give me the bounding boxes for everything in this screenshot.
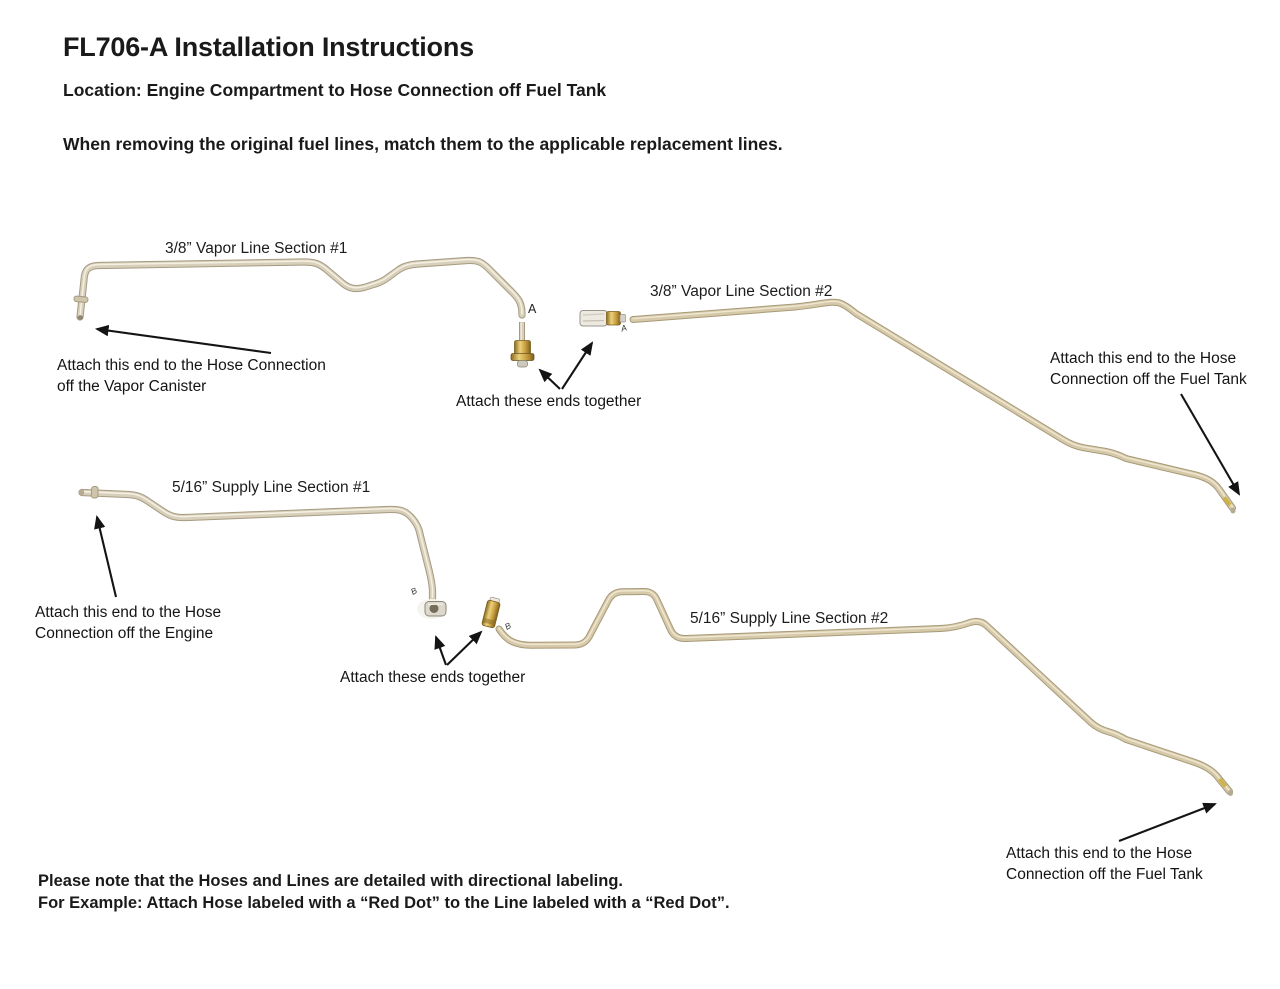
supply-line-1-tube xyxy=(80,486,433,598)
annotation-line: Connection off the Engine xyxy=(35,625,214,642)
annotation-line: Attach this end to the Hose xyxy=(35,604,222,621)
arrow-vapor-join-left xyxy=(540,370,560,389)
connector-letter-a-small: A xyxy=(619,322,628,334)
annotation-line: Connection off the Fuel Tank xyxy=(1006,866,1203,883)
vapor-line-1-tube xyxy=(74,260,522,320)
page-title: FL706-A Installation Instructions xyxy=(63,32,474,62)
supply-line-1-nut-fitting xyxy=(417,599,447,619)
label-supply-line-2: 5/16” Supply Line Section #2 xyxy=(690,610,889,627)
arrow-vapor-join-right xyxy=(562,343,592,389)
label-vapor-line-2: 3/8” Vapor Line Section #2 xyxy=(650,283,833,300)
annotation-line: Attach this end to the Hose xyxy=(1050,350,1237,367)
connector-letter-b-1: B xyxy=(408,585,419,597)
annotation-line: Attach these ends together xyxy=(456,393,642,410)
location-line: Location: Engine Compartment to Hose Connection off Fuel Tank xyxy=(63,80,607,100)
annotation-line: Connection off the Fuel Tank xyxy=(1050,371,1247,388)
annotation-line: Attach this end to the Hose Connection xyxy=(57,357,326,374)
supply-line-2-brass-fitting xyxy=(482,596,502,628)
removal-instruction: When removing the original fuel lines, match them to the applicable replacement lines. xyxy=(63,134,783,154)
connector-letter-a: A xyxy=(528,302,537,316)
arrow-vapor-canister-end xyxy=(97,329,271,353)
vapor-line-1-brass-fitting xyxy=(511,322,534,367)
label-supply-line-1: 5/16” Supply Line Section #1 xyxy=(172,479,371,496)
annotation-vapor-fuel-tank xyxy=(1050,348,1247,390)
arrow-supply-fuel-tank-end xyxy=(1119,804,1215,841)
connector-letter-b-2: B xyxy=(502,620,513,632)
arrow-supply-join-left xyxy=(436,637,446,665)
annotation-line: Attach this end to the Hose xyxy=(1006,845,1193,862)
annotation-vapor-canister xyxy=(57,355,326,397)
footer-note-line-1: Please note that the Hoses and Lines are detailed with directional labeling. xyxy=(38,872,623,890)
annotation-vapor-join xyxy=(456,391,641,412)
annotation-engine xyxy=(35,602,221,644)
arrow-supply-join-right xyxy=(447,632,481,665)
annotation-supply-join xyxy=(340,667,525,688)
footer-note-line-2: For Example: Attach Hose labeled with a “Red Dot” to the Line labeled with a “Red Dot”. xyxy=(38,894,730,912)
vapor-line-2-tube xyxy=(633,301,1236,513)
label-vapor-line-1: 3/8” Vapor Line Section #1 xyxy=(165,240,348,257)
annotation-line: Attach these ends together xyxy=(340,669,526,686)
arrow-engine-end xyxy=(97,517,116,597)
annotation-line: off the Vapor Canister xyxy=(57,378,207,395)
annotation-supply-fuel-tank xyxy=(1006,843,1203,885)
